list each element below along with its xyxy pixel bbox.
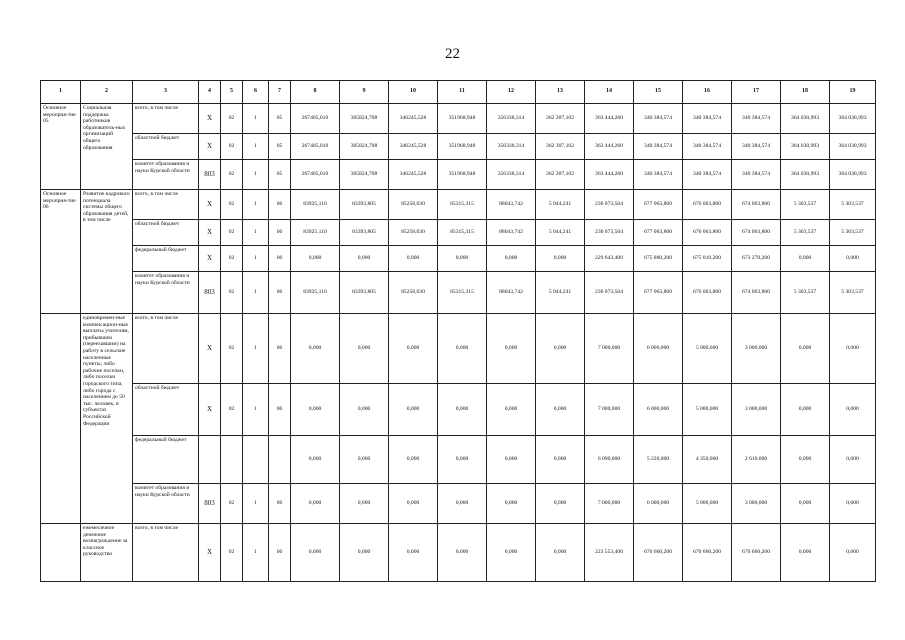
value-cell: 223 553,400 — [585, 524, 634, 582]
value-cell: 0,000 — [340, 384, 389, 436]
table-row — [41, 104, 876, 134]
value-cell: 305824,708 — [340, 134, 389, 160]
value-cell: 0,000 — [291, 314, 340, 384]
table-row — [41, 220, 876, 246]
activity-cell: Основное мероприя-тие 05 — [41, 104, 81, 190]
table-row — [41, 384, 876, 436]
value-cell: 5 303,537 — [781, 190, 830, 220]
activity-name-cell: единовремен-ные компенсацион-ные выплаты учителям, прибывшим (переехавшим) на работу в сельские населенные пункты, либо рабочие поселки, либо поселки городского типа, либо города с населением до 50 тыс. человек, в субъектах Российской Федерации — [81, 314, 133, 524]
code-cell: 02 — [221, 524, 243, 582]
value-cell: 676 063,800 — [683, 190, 732, 220]
value-cell: 675 010,200 — [683, 246, 732, 272]
code-cell: 1 — [243, 384, 269, 436]
value-cell: 5 044,241 — [536, 220, 585, 246]
value-cell: 0,000 — [438, 524, 487, 582]
code-cell: Х — [199, 220, 221, 246]
column-header: 2 — [81, 81, 133, 104]
value-cell: 5 303,537 — [830, 220, 876, 246]
value-cell: 0,000 — [340, 484, 389, 524]
value-cell: 7 000,000 — [585, 384, 634, 436]
value-cell: 673 270,200 — [732, 246, 781, 272]
value-cell: 670 660,200 — [732, 524, 781, 582]
table-row — [41, 314, 876, 384]
value-cell: 340 384,574 — [732, 160, 781, 190]
value-cell: 229 643,400 — [585, 246, 634, 272]
code-cell: 05 — [269, 160, 291, 190]
value-cell: 85315,315 — [438, 272, 487, 314]
value-cell: 0,000 — [830, 436, 876, 484]
value-cell: 346245,528 — [389, 134, 438, 160]
funding-source-cell: областной бюджет — [133, 134, 199, 160]
value-cell: 674 063,800 — [732, 220, 781, 246]
value-cell: 83393,805 — [340, 272, 389, 314]
value-cell: 340 384,574 — [732, 104, 781, 134]
value-cell: 0,000 — [438, 314, 487, 384]
value-cell: 340 384,574 — [634, 160, 683, 190]
code-cell: 1 — [243, 190, 269, 220]
value-cell: 5 044,241 — [536, 272, 585, 314]
code-cell: 1 — [243, 272, 269, 314]
code-cell: 06 — [269, 220, 291, 246]
value-cell: 85258,030 — [389, 272, 438, 314]
value-cell: 674 063,800 — [732, 190, 781, 220]
column-header: 16 — [683, 81, 732, 104]
code-cell: 1 — [243, 134, 269, 160]
value-cell: 83393,805 — [340, 220, 389, 246]
code-cell: 02 — [221, 272, 243, 314]
value-cell: 85315,315 — [438, 190, 487, 220]
value-cell: 0,000 — [781, 436, 830, 484]
value-cell: 340 384,574 — [634, 104, 683, 134]
activity-name-cell: Развитие кадрового потенциала системы общего образования детей, в том числе — [81, 190, 133, 314]
value-cell: 0,000 — [781, 484, 830, 524]
value-cell: 305824,708 — [340, 160, 389, 190]
value-cell: 0,000 — [340, 246, 389, 272]
value-cell: 670 660,200 — [683, 524, 732, 582]
value-cell: 0,000 — [536, 384, 585, 436]
value-cell: 0,000 — [830, 384, 876, 436]
value-cell: 0,000 — [830, 246, 876, 272]
column-header: 8 — [291, 81, 340, 104]
value-cell: 5 000,000 — [683, 314, 732, 384]
value-cell: 0,000 — [389, 314, 438, 384]
value-cell: 0,000 — [389, 384, 438, 436]
code-cell: 02 — [221, 384, 243, 436]
value-cell: 351968,948 — [438, 160, 487, 190]
value-cell: 0,000 — [830, 314, 876, 384]
value-cell: 340 384,574 — [683, 134, 732, 160]
value-cell: 363 444,260 — [585, 134, 634, 160]
code-cell: 1 — [243, 220, 269, 246]
table-row — [41, 160, 876, 190]
value-cell: 236 073,504 — [585, 220, 634, 246]
funding-source-cell: областной бюджет — [133, 220, 199, 246]
value-cell: 0,000 — [487, 384, 536, 436]
value-cell: 362 307,102 — [536, 160, 585, 190]
funding-source-cell: всего, в том числе — [133, 524, 199, 582]
value-cell: 0,000 — [340, 314, 389, 384]
value-cell: 7 000,000 — [585, 314, 634, 384]
code-cell: 1 — [243, 524, 269, 582]
value-cell: 364 030,993 — [781, 134, 830, 160]
value-cell: 6 000,000 — [634, 384, 683, 436]
column-header: 10 — [389, 81, 438, 104]
value-cell: 0,000 — [438, 246, 487, 272]
code-cell: 02 — [221, 314, 243, 384]
column-header: 18 — [781, 81, 830, 104]
value-cell: 0,000 — [781, 524, 830, 582]
table-row — [41, 246, 876, 272]
table-row — [41, 484, 876, 524]
value-cell: 356338,314 — [487, 104, 536, 134]
table-row — [41, 190, 876, 220]
value-cell: 356338,314 — [487, 134, 536, 160]
code-cell: 02 — [221, 246, 243, 272]
value-cell: 0,000 — [340, 436, 389, 484]
value-cell: 85315,315 — [438, 220, 487, 246]
value-cell: 356338,314 — [487, 160, 536, 190]
code-cell: 803 — [199, 272, 221, 314]
value-cell: 5 303,537 — [830, 190, 876, 220]
code-cell: Х — [199, 524, 221, 582]
value-cell: 0,000 — [340, 524, 389, 582]
value-cell: 677 063,800 — [634, 220, 683, 246]
value-cell: 267405,010 — [291, 104, 340, 134]
value-cell: 0,000 — [487, 436, 536, 484]
header-row — [41, 81, 876, 104]
value-cell: 5 303,537 — [781, 272, 830, 314]
value-cell: 677 063,800 — [634, 272, 683, 314]
table-row — [41, 524, 876, 582]
value-cell: 267405,010 — [291, 134, 340, 160]
code-cell: 02 — [221, 190, 243, 220]
value-cell: 0,000 — [438, 436, 487, 484]
funding-source-cell: комитет образования и науки Курской области — [133, 272, 199, 314]
value-cell: 346245,528 — [389, 160, 438, 190]
value-cell: 0,000 — [830, 484, 876, 524]
budget-table — [40, 80, 876, 582]
activity-name-cell: ежемесячное денежное вознаграждение за классное руководство — [81, 524, 133, 582]
value-cell: 83925,110 — [291, 272, 340, 314]
value-cell: 0,000 — [536, 436, 585, 484]
value-cell: 0,000 — [487, 484, 536, 524]
value-cell: 3 000,000 — [732, 484, 781, 524]
code-cell: 02 — [221, 160, 243, 190]
code-cell — [243, 436, 269, 484]
column-header: 7 — [269, 81, 291, 104]
value-cell: 676 063,800 — [683, 272, 732, 314]
code-cell — [269, 436, 291, 484]
code-cell: Х — [199, 190, 221, 220]
value-cell: 675 880,200 — [634, 246, 683, 272]
value-cell: 83925,110 — [291, 190, 340, 220]
value-cell: 0,000 — [438, 484, 487, 524]
value-cell: 340 384,574 — [683, 160, 732, 190]
code-cell — [199, 436, 221, 484]
value-cell: 676 063,800 — [683, 220, 732, 246]
column-header: 1 — [41, 81, 81, 104]
value-cell: 0,000 — [781, 246, 830, 272]
value-cell: 305824,708 — [340, 104, 389, 134]
value-cell: 362 307,102 — [536, 104, 585, 134]
value-cell: 340 384,574 — [732, 134, 781, 160]
code-cell: 02 — [221, 220, 243, 246]
code-cell: 1 — [243, 246, 269, 272]
code-cell: Х — [199, 104, 221, 134]
code-cell: 02 — [221, 104, 243, 134]
column-header: 4 — [199, 81, 221, 104]
value-cell: 236 073,504 — [585, 272, 634, 314]
funding-source-cell: всего, в том числе — [133, 190, 199, 220]
value-cell: 5 000,000 — [683, 484, 732, 524]
value-cell: 363 444,260 — [585, 160, 634, 190]
table-row — [41, 272, 876, 314]
value-cell: 6 000,000 — [634, 314, 683, 384]
value-cell: 0,000 — [389, 484, 438, 524]
code-cell: 06 — [269, 524, 291, 582]
code-cell: 06 — [269, 484, 291, 524]
column-header: 15 — [634, 81, 683, 104]
column-header: 14 — [585, 81, 634, 104]
code-cell: Х — [199, 384, 221, 436]
column-header: 19 — [830, 81, 876, 104]
code-cell: Х — [199, 246, 221, 272]
code-cell: 06 — [269, 246, 291, 272]
code-cell: 1 — [243, 484, 269, 524]
value-cell: 351968,948 — [438, 104, 487, 134]
value-cell: 677 063,800 — [634, 190, 683, 220]
code-cell: 1 — [243, 104, 269, 134]
value-cell: 0,000 — [487, 246, 536, 272]
value-cell: 267405,010 — [291, 160, 340, 190]
value-cell: 5 044,241 — [536, 190, 585, 220]
value-cell: 5 303,537 — [781, 220, 830, 246]
code-cell: 06 — [269, 384, 291, 436]
value-cell: 340 384,574 — [683, 104, 732, 134]
column-header: 5 — [221, 81, 243, 104]
value-cell: 363 444,260 — [585, 104, 634, 134]
value-cell: 340 384,574 — [634, 134, 683, 160]
column-header: 13 — [536, 81, 585, 104]
value-cell: 0,000 — [487, 524, 536, 582]
value-cell: 7 000,000 — [585, 484, 634, 524]
value-cell: 364 030,993 — [781, 104, 830, 134]
value-cell: 88043,742 — [487, 272, 536, 314]
value-cell: 0,000 — [781, 314, 830, 384]
column-header: 9 — [340, 81, 389, 104]
code-cell: Х — [199, 134, 221, 160]
activity-cell — [41, 524, 81, 582]
code-cell: 1 — [243, 314, 269, 384]
code-cell: Х — [199, 314, 221, 384]
code-cell: 803 — [199, 484, 221, 524]
value-cell: 0,000 — [487, 314, 536, 384]
column-header: 17 — [732, 81, 781, 104]
value-cell: 351968,948 — [438, 134, 487, 160]
activity-cell: Основное мероприя-тие 06 — [41, 190, 81, 314]
value-cell: 3 000,000 — [732, 384, 781, 436]
value-cell: 346245,528 — [389, 104, 438, 134]
code-cell: 1 — [243, 160, 269, 190]
value-cell: 364 030,993 — [830, 104, 876, 134]
page-number: 22 — [445, 46, 460, 62]
value-cell: 85258,030 — [389, 190, 438, 220]
column-header: 12 — [487, 81, 536, 104]
value-cell: 0,000 — [291, 436, 340, 484]
funding-source-cell: комитет образования и науки Курской области — [133, 484, 199, 524]
funding-source-cell: федеральный бюджет — [133, 246, 199, 272]
value-cell: 5 303,537 — [830, 272, 876, 314]
value-cell: 0,000 — [291, 524, 340, 582]
value-cell: 0,000 — [389, 436, 438, 484]
value-cell: 0,000 — [389, 246, 438, 272]
value-cell: 3 000,000 — [732, 314, 781, 384]
funding-source-cell: комитет образования и науки Курской области — [133, 160, 199, 190]
value-cell: 88043,742 — [487, 220, 536, 246]
code-cell: 05 — [269, 104, 291, 134]
column-header: 3 — [133, 81, 199, 104]
value-cell: 5 220,000 — [634, 436, 683, 484]
value-cell: 0,000 — [536, 484, 585, 524]
code-cell: 06 — [269, 272, 291, 314]
value-cell: 236 073,504 — [585, 190, 634, 220]
code-cell: 02 — [221, 134, 243, 160]
value-cell: 364 030,993 — [830, 160, 876, 190]
value-cell: 0,000 — [536, 524, 585, 582]
code-cell: 06 — [269, 190, 291, 220]
value-cell: 0,000 — [781, 384, 830, 436]
funding-source-cell: всего, в том числе — [133, 104, 199, 134]
table-row — [41, 134, 876, 160]
value-cell: 364 030,993 — [830, 134, 876, 160]
code-cell: 803 — [199, 160, 221, 190]
value-cell: 362 307,102 — [536, 134, 585, 160]
value-cell: 670 660,200 — [634, 524, 683, 582]
value-cell: 83393,805 — [340, 190, 389, 220]
activity-name-cell: Социальная поддержка работников образователь-ных организаций общего образования — [81, 104, 133, 190]
value-cell: 6 090,000 — [585, 436, 634, 484]
code-cell — [221, 436, 243, 484]
value-cell: 0,000 — [830, 524, 876, 582]
column-header: 6 — [243, 81, 269, 104]
table-row — [41, 436, 876, 484]
activity-cell — [41, 314, 81, 524]
value-cell: 83925,110 — [291, 220, 340, 246]
value-cell: 0,000 — [438, 384, 487, 436]
value-cell: 0,000 — [389, 524, 438, 582]
value-cell: 0,000 — [291, 384, 340, 436]
value-cell: 674 063,800 — [732, 272, 781, 314]
code-cell: 06 — [269, 314, 291, 384]
value-cell: 2 610,000 — [732, 436, 781, 484]
value-cell: 0,000 — [536, 314, 585, 384]
value-cell: 85258,030 — [389, 220, 438, 246]
value-cell: 4 350,000 — [683, 436, 732, 484]
code-cell: 02 — [221, 484, 243, 524]
value-cell: 0,000 — [536, 246, 585, 272]
funding-source-cell: всего, в том числе — [133, 314, 199, 384]
funding-source-cell: федеральный бюджет — [133, 436, 199, 484]
value-cell: 88043,742 — [487, 190, 536, 220]
value-cell: 364 030,993 — [781, 160, 830, 190]
code-cell: 05 — [269, 134, 291, 160]
value-cell: 5 000,000 — [683, 384, 732, 436]
value-cell: 0,000 — [291, 246, 340, 272]
value-cell: 6 000,000 — [634, 484, 683, 524]
value-cell: 0,000 — [291, 484, 340, 524]
column-header: 11 — [438, 81, 487, 104]
funding-source-cell: областной бюджет — [133, 384, 199, 436]
